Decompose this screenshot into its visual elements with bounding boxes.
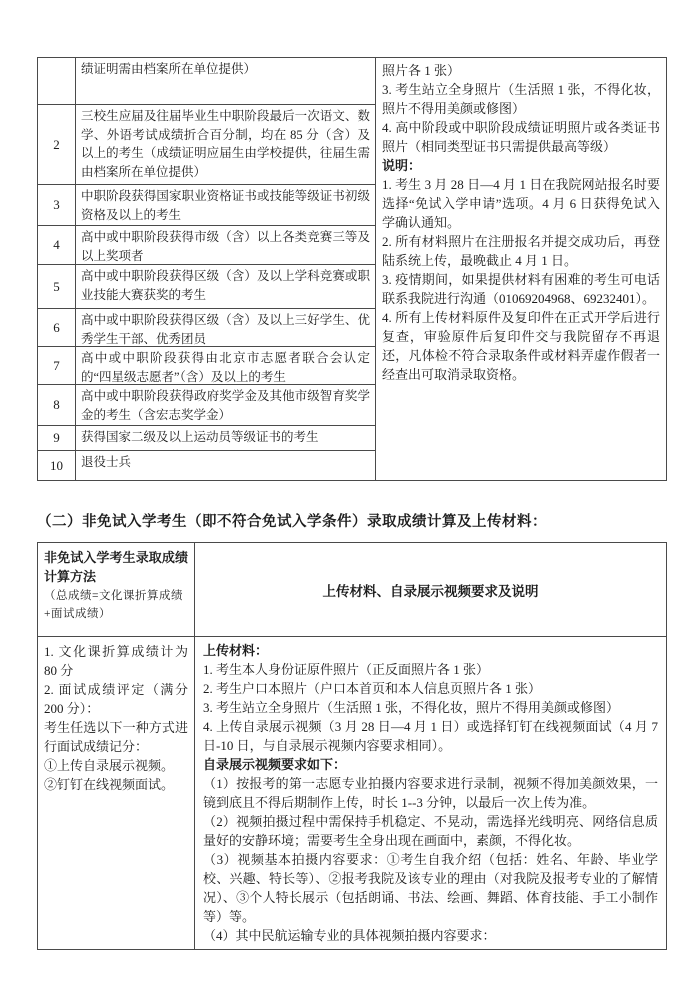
row-number: 5 bbox=[38, 265, 76, 308]
non-exemption-table bbox=[37, 542, 667, 950]
table-header-row bbox=[38, 543, 666, 637]
row-text: 高中或中职阶段获得区级（含）及以上三好学生、优秀学生干部、优秀团员 bbox=[81, 313, 370, 346]
video-requirement-item: （3）视频基本拍摄内容要求：①考生自我介绍（包括：姓名、年龄、毕业学校、兴趣、特长等）、②报考我院及该专业的理由（对我院及报考专业的了解情况）、③个人特长展示（包括朗诵、书法、绘画、舞蹈、体育技能、手工小制作等）等。 bbox=[203, 852, 658, 924]
video-requirement-item: （4）其中民航运输专业的具体视频拍摄内容要求： bbox=[203, 928, 496, 943]
video-requirement-item: （2）视频拍摄过程中需保持手机稳定、不晃动，需选择光线明亮、网络信息质量好的安静环境；需要考生全身出现在画面中，素颜，不得化妆。 bbox=[203, 814, 658, 848]
criteria-row bbox=[38, 426, 375, 451]
note-paragraph: 照片各 1 张） bbox=[382, 63, 461, 78]
criteria-row bbox=[38, 58, 375, 105]
upload-requirements-cell bbox=[195, 637, 666, 949]
note-paragraph: 3. 疫情期间，如果提供材料有困难的考生可电话联系我院进行沟通（01069204968、69232401）。 bbox=[382, 272, 660, 306]
criteria-row bbox=[38, 347, 375, 385]
row-number: 10 bbox=[38, 451, 76, 480]
score-method-formula: （总成绩=文化课折算成绩+面试成绩） bbox=[44, 590, 183, 620]
row-number: 2 bbox=[38, 105, 76, 184]
row-number: 7 bbox=[38, 347, 76, 384]
row-text: 高中或中职阶段获得政府奖学金及其他市级智育奖学金的考生（含宏志奖学金） bbox=[81, 389, 370, 422]
section-heading: （二）非免试入学考生（即不符合免试入学条件）录取成绩计算及上传材料： bbox=[37, 514, 547, 530]
criteria-row bbox=[38, 185, 375, 226]
row-text: 三校生应届及往届毕业生中职阶段最后一次语文、数学、外语考试成绩折合百分制，均在 85 分（含）及以上的考生（成绩证明应届生由学校提供，往届生需由档案所在单位提供） bbox=[81, 109, 370, 179]
score-method-header-cell bbox=[38, 543, 195, 636]
score-item: 考生任选以下一种方式进行面试成绩记分： bbox=[44, 720, 188, 754]
score-item: ②钉钉在线视频面试。 bbox=[44, 777, 175, 792]
upload-requirements-header-cell: 上传材料、自录展示视频要求及说明 bbox=[322, 583, 539, 599]
material-item: 3. 考生站立全身照片（生活照 1 张，不得化妆，照片不得用美颜或修图） bbox=[203, 700, 620, 715]
score-item: 1. 文化课折算成绩计为 80 分 bbox=[44, 644, 188, 678]
upload-notes-cell bbox=[376, 58, 666, 480]
score-item: ①上传自录展示视频。 bbox=[44, 758, 175, 773]
material-item: 4. 上传自录展示视频（3 月 28 日—4 月 1 日）或选择钉钉在线视频面试（4 月 7 日-10 日，与自录展示视频内容要求相同）。 bbox=[203, 719, 658, 753]
row-number: 3 bbox=[38, 185, 76, 225]
score-method-title: 非免试入学考生录取成绩计算方法 bbox=[44, 550, 188, 584]
row-text: 高中或中职阶段获得市级（含）以上各类竞赛三等及以上奖项者 bbox=[81, 230, 370, 263]
row-number: 4 bbox=[38, 226, 76, 264]
score-method-cell bbox=[38, 637, 195, 949]
exemption-criteria-table bbox=[37, 57, 667, 481]
criteria-row bbox=[38, 385, 375, 426]
note-paragraph: 2. 所有材料照片在注册报名并提交成功后，再登陆系统上传，最晚截止 4 月 1 日。 bbox=[382, 234, 660, 268]
row-text: 退役士兵 bbox=[81, 455, 132, 469]
materials-label: 上传材料： bbox=[203, 643, 269, 658]
row-text: 中职阶段获得国家职业资格证书或技能等级证书初级资格及以上的考生 bbox=[81, 189, 370, 222]
criteria-row bbox=[38, 226, 375, 265]
material-item: 2. 考生户口本照片（户口本首页和本人信息页照片各 1 张） bbox=[203, 681, 542, 696]
video-requirements-label: 自录展示视频要求如下： bbox=[203, 757, 347, 772]
criteria-row bbox=[38, 451, 375, 480]
row-number: 8 bbox=[38, 385, 76, 425]
row-text: 高中或中职阶段获得由北京市志愿者联合会认定的“四星级志愿者”（含）及以上的考生 bbox=[81, 351, 370, 384]
row-text: 高中或中职阶段获得区级（含）及以上学科竞赛或职业技能大赛获奖的考生 bbox=[81, 269, 370, 302]
note-paragraph: 1. 考生 3 月 28 日—4 月 1 日在我院网站报名时要选择“免试入学申请”选项。4 月 6 日获得免试入学确认通知。 bbox=[382, 177, 660, 230]
note-paragraph: 3. 考生站立全身照片（生活照 1 张，不得化妆，照片不得用美颜或修图） bbox=[382, 82, 660, 116]
document-content bbox=[37, 57, 667, 950]
criteria-column bbox=[38, 58, 376, 480]
row-number bbox=[38, 58, 76, 104]
note-paragraph: 4. 高中阶段或中职阶段成绩证明照片或各类证书照片（相同类型证书只需提供最高等级） bbox=[382, 120, 660, 154]
criteria-row bbox=[38, 309, 375, 347]
row-text: 绩证明需由档案所在单位提供） bbox=[81, 62, 257, 76]
criteria-row bbox=[38, 265, 375, 309]
score-item: 2. 面试成绩评定（满分 200 分）： bbox=[44, 682, 188, 716]
notes-label: 说明： bbox=[382, 158, 422, 173]
video-requirement-item: （1）按报考的第一志愿专业拍摄内容要求进行录制，视频不得加美颜效果，一镜到底且不得后期制作上传，时长 1--3 分钟，以最后一次上传为准。 bbox=[203, 776, 658, 810]
material-item: 1. 考生本人身份证原件照片（正反面照片各 1 张） bbox=[203, 662, 490, 677]
row-number: 6 bbox=[38, 309, 76, 346]
criteria-row bbox=[38, 105, 375, 185]
note-paragraph: 4. 所有上传材料原件及复印件在正式开学后进行复查，审验原件后复印件交与我院留存不再退还，凡体检不符合录取条件或材料弄虚作假者一经查出可取消录取资格。 bbox=[382, 310, 660, 382]
row-text: 获得国家二级及以上运动员等级证书的考生 bbox=[81, 430, 319, 444]
row-number: 9 bbox=[38, 426, 76, 450]
table-body-row bbox=[38, 637, 666, 949]
